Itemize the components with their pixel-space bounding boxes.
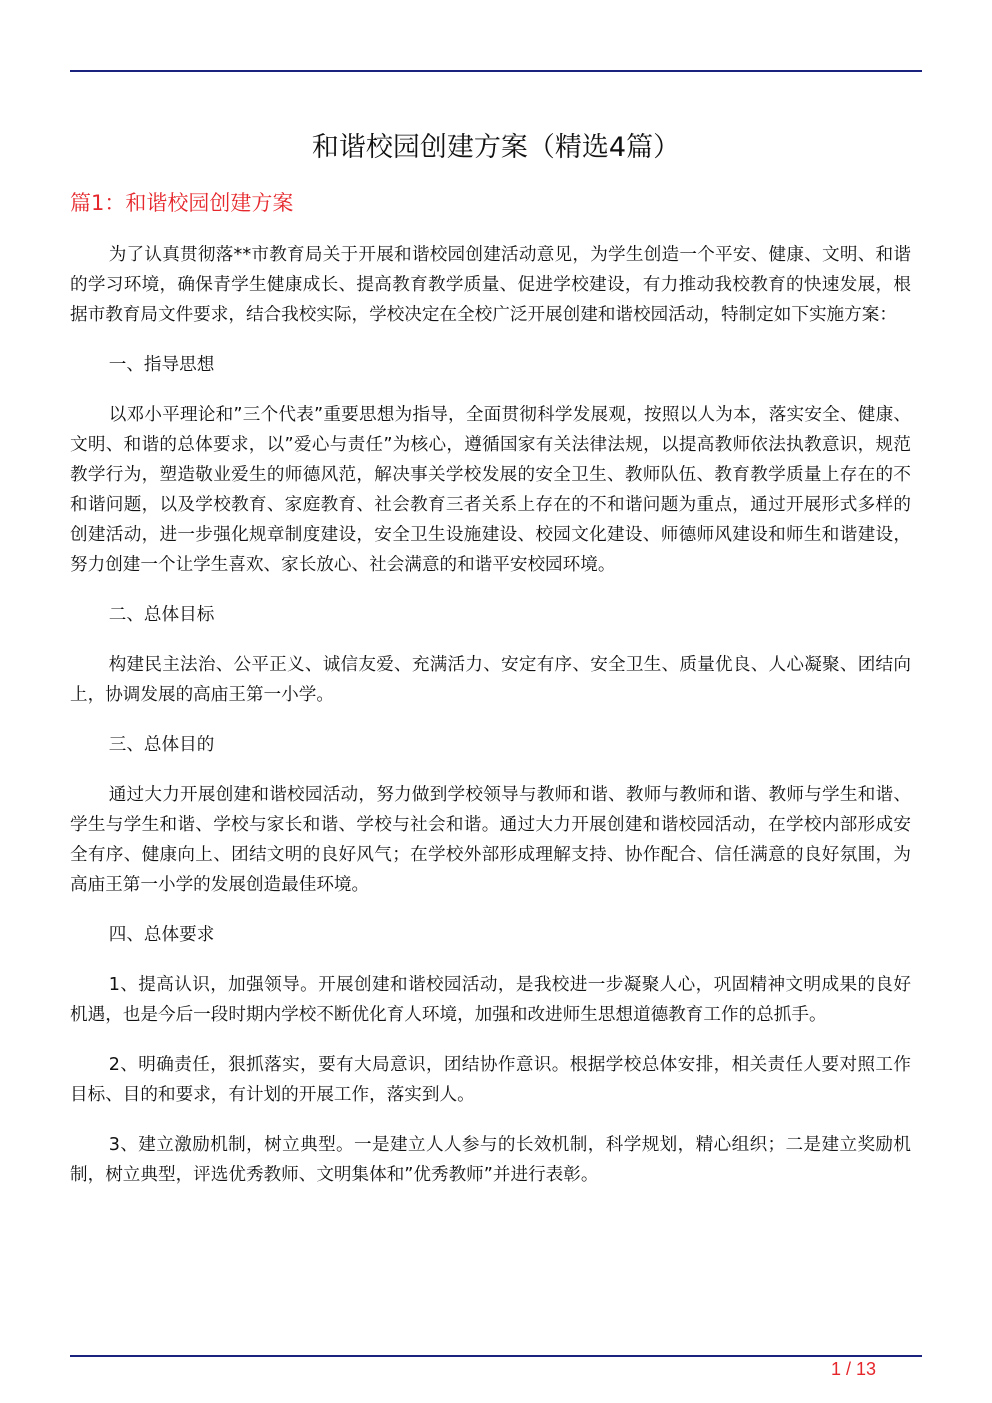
section-heading: 篇1：和谐校园创建方案 [70, 191, 294, 215]
paragraph-overall-purpose: 通过大力开展创建和谐校园活动，努力做到学校领导与教师和谐、教师与教师和谐、教师与学生和谐、学生与学生和谐、学校与家长和谐、学校与社会和谐。通过大力开展创建和谐校园活动，在学校内部形成安全有序、健康向上、团结文明的良好风气；在学校外部形成理解支持、协作配合、信任满意的良好氛围，为高庙王第一小学的发展创造最佳环境。 [70, 785, 911, 895]
document-body [70, 240, 911, 1210]
subheading-guiding-ideology: 一、指导思想 [108, 355, 215, 375]
subheading-overall-requirements: 四、总体要求 [108, 925, 215, 945]
top-rule [70, 70, 922, 72]
subheading-overall-purpose: 三、总体目的 [108, 735, 215, 755]
paragraph-requirement-2: 2、明确责任，狠抓落实，要有大局意识，团结协作意识。根据学校总体安排，相关责任人要对照工作目标、目的和要求，有计划的开展工作，落实到人。 [70, 1055, 911, 1105]
document-title: 和谐校园创建方案（精选4篇） [311, 132, 681, 163]
paragraph-overall-goal: 构建民主法治、公平正义、诚信友爱、充满活力、安定有序、安全卫生、质量优良、人心凝聚、团结向上，协调发展的高庙王第一小学。 [70, 655, 911, 705]
paragraph-intro: 为了认真贯彻落**市教育局关于开展和谐校园创建活动意见，为学生创造一个平安、健康、文明、和谐的学习环境，确保青学生健康成长、提高教育教学质量、促进学校建设，有力推动我校教育的快速发展，根据市教育局文件要求，结合我校实际，学校决定在全校广泛开展创建和谐校园活动，特制定如下实施方案： [70, 245, 911, 325]
page-indicator: 1 / 13 [830, 1359, 876, 1379]
paragraph-requirement-1: 1、提高认识，加强领导。开展创建和谐校园活动，是我校进一步凝聚人心，巩固精神文明成果的良好机遇，也是今后一段时期内学校不断优化育人环境，加强和改进师生思想道德教育工作的总抓手。 [70, 975, 911, 1025]
paragraph-requirement-3: 3、建立激励机制，树立典型。一是建立人人参与的长效机制，科学规划，精心组织；二是建立奖励机制，树立典型，评选优秀教师、文明集体和”优秀教师”并进行表彰。 [70, 1135, 911, 1185]
bottom-rule [70, 1355, 922, 1357]
paragraph-guiding-ideology: 以邓小平理论和”三个代表”重要思想为指导，全面贯彻科学发展观，按照以人为本，落实安全、健康、文明、和谐的总体要求，以”爱心与责任”为核心，遵循国家有关法律法规，以提高教师依法执教意识，规范教学行为，塑造敬业爱生的师德风范，解决事关学校发展的安全卫生、教师队伍、教育教学质量上存在的不和谐问题，以及学校教育、家庭教育、社会教育三者关系上存在的不和谐问题为重点，通过开展形式多样的创建活动，进一步强化规章制度建设，安全卫生设施建设、校园文化建设、师德师风建设和师生和谐建设，努力创建一个让学生喜欢、家长放心、社会满意的和谐平安校园环境。 [70, 405, 911, 575]
subheading-overall-goal: 二、总体目标 [108, 605, 215, 625]
